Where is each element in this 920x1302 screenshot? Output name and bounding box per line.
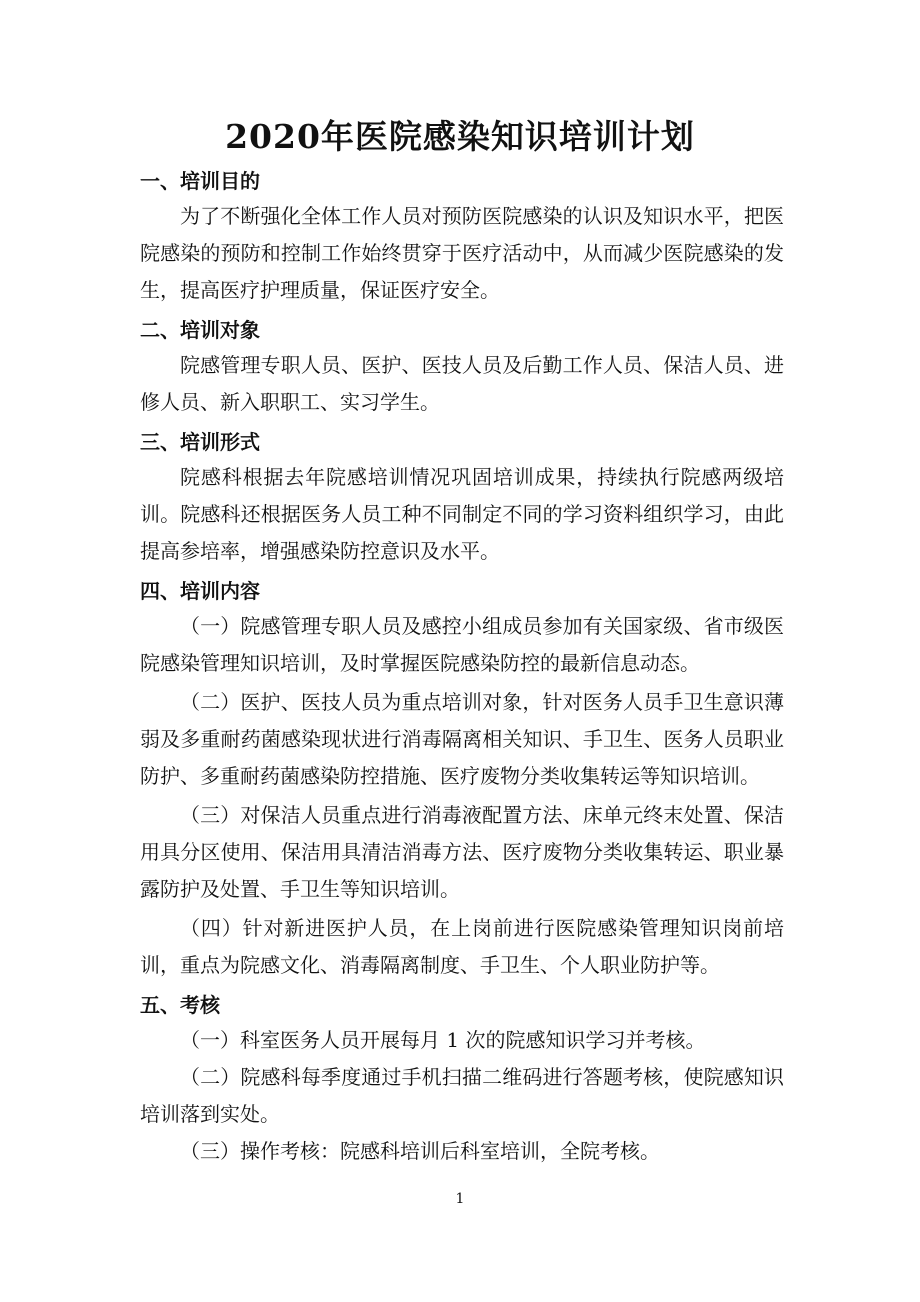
- section-audience: [140, 313, 784, 421]
- document-title: 2020年医院感染知识培训计划: [225, 117, 695, 156]
- section-heading: 二、培训对象: [140, 318, 260, 342]
- paragraph: （三）操作考核：院感科培训后科室培训，全院考核。: [180, 1139, 660, 1163]
- paragraph: 院感管理专职人员、医护、医技人员及后勤工作人员、保洁人员、进修人员、新入职职工、实习学生。: [140, 353, 784, 414]
- page-number: 1: [455, 1191, 465, 1207]
- paragraph: 为了不断强化全体工作人员对预防医院感染的认识及知识水平，把医院感染的预防和控制工作始终贯穿于医疗活动中，从而减少医院感染的发生，提高医疗护理质量，保证医疗安全。: [140, 204, 784, 302]
- section-heading: 三、培训形式: [140, 430, 260, 454]
- paragraph: （三）对保洁人员重点进行消毒液配置方法、床单元终末处置、保洁用具分区使用、保洁用具清洁消毒方法、医疗废物分类收集转运、职业暴露防护及处置、手卫生等知识培训。: [140, 803, 784, 901]
- section-heading: 五、考核: [140, 993, 220, 1017]
- section-format: [140, 425, 784, 570]
- document-body: [140, 164, 784, 1170]
- paragraph: （四）针对新进医护人员，在上岗前进行医院感染管理知识岗前培训，重点为院感文化、消毒隔离制度、手卫生、个人职业防护等。: [140, 916, 784, 977]
- paragraph: （一）科室医务人员开展每月 1 次的院感知识学习并考核。: [180, 1028, 706, 1052]
- paragraph: （二）医护、医技人员为重点培训对象，针对医务人员手卫生意识薄弱及多重耐药菌感染现状进行消毒隔离相关知识、手卫生、医务人员职业防护、多重耐药菌感染防控措施、医疗废物分类收集转运等知识培训。: [140, 690, 784, 788]
- paragraph: （二）院感科每季度通过手机扫描二维码进行答题考核，使院感知识培训落到实处。: [140, 1065, 784, 1126]
- section-purpose: [140, 164, 784, 309]
- section-heading: 四、培训内容: [140, 579, 260, 603]
- section-assessment: [140, 988, 784, 1170]
- section-heading: 一、培训目的: [140, 169, 260, 193]
- section-content: [140, 574, 784, 984]
- paragraph: 院感科根据去年院感培训情况巩固培训成果，持续执行院感两级培训。院感科还根据医务人员工种不同制定不同的学习资料组织学习，由此提高参培率，增强感染防控意识及水平。: [140, 465, 784, 563]
- paragraph: （一）院感管理专职人员及感控小组成员参加有关国家级、省市级医院感染管理知识培训，及时掌握医院感染防控的最新信息动态。: [140, 614, 784, 675]
